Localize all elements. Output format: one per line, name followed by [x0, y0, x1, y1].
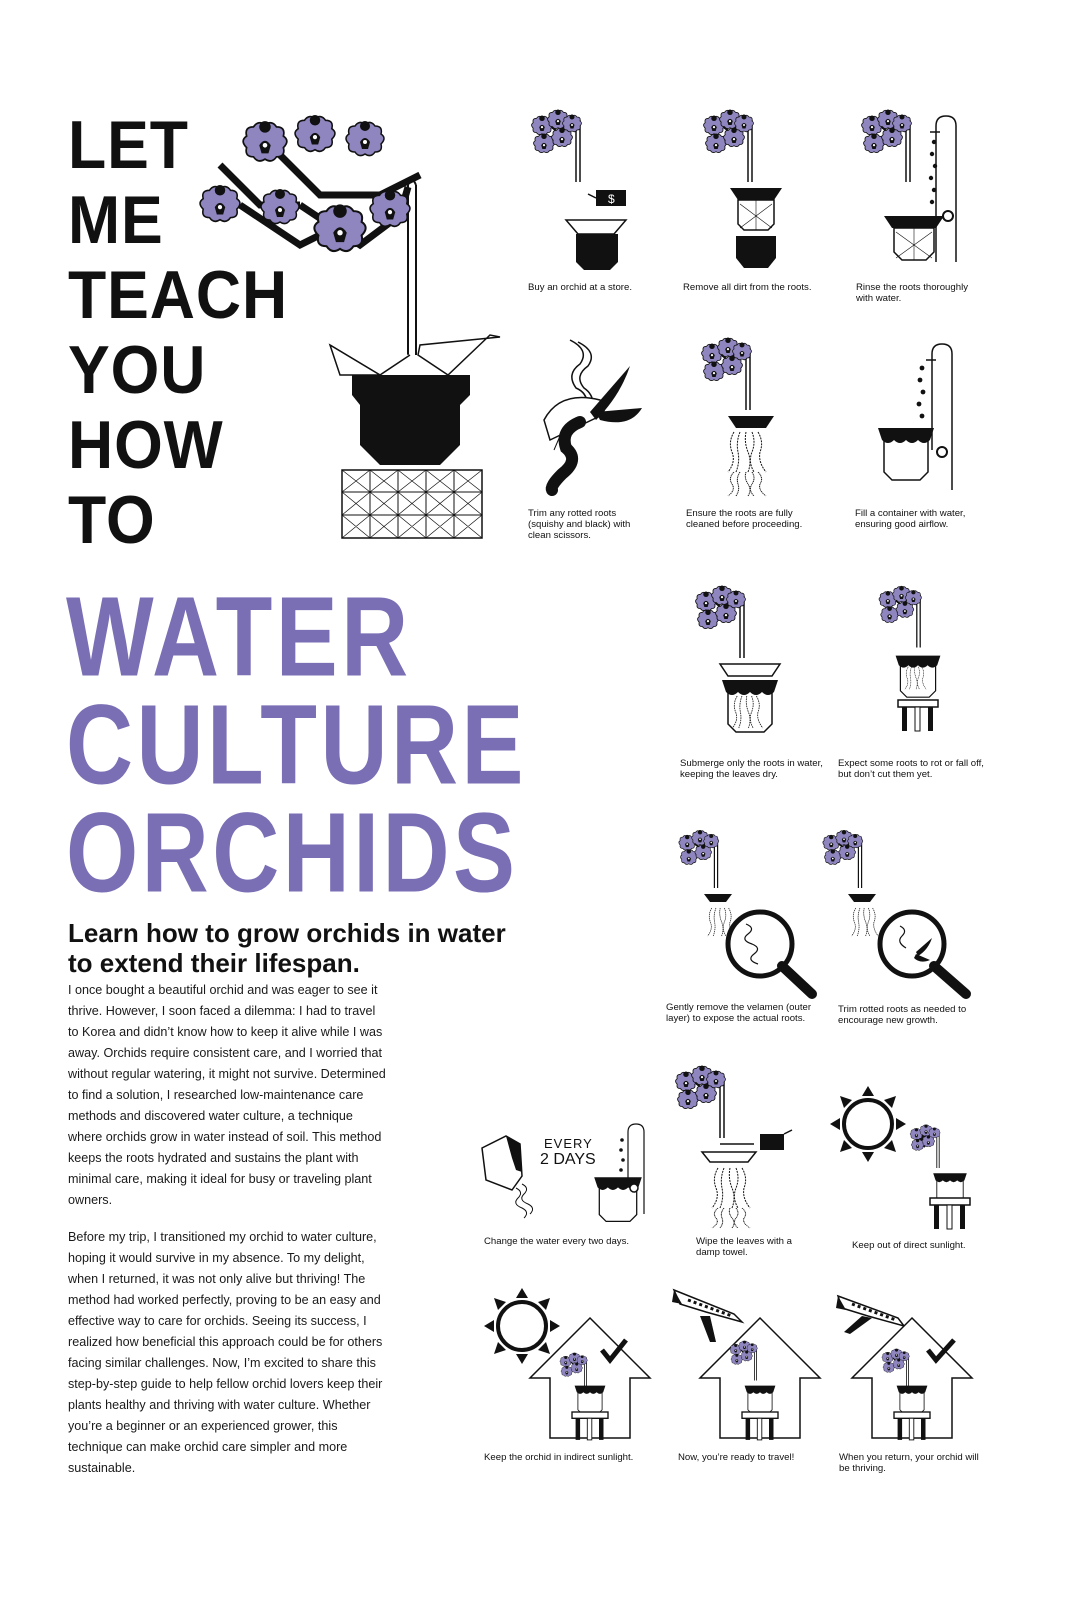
step-15-caption: Now, you’re ready to travel! — [678, 1452, 795, 1463]
title-line: WATER — [66, 572, 412, 700]
step-3-caption: Rinse the roots thoroughly with water. — [856, 282, 968, 304]
step-1-illustration — [528, 112, 648, 272]
step-9-illustration — [676, 832, 826, 997]
step-6-caption: Fill a container with water, ensuring good airflow. — [855, 508, 966, 530]
step-3-illustration — [858, 112, 968, 272]
step-11-illustration — [476, 1118, 651, 1228]
step-9-caption: Gently remove the velamen (outer layer) to expose the actual roots. — [666, 1002, 812, 1024]
main-title — [66, 572, 626, 916]
headline-line: ME — [68, 182, 164, 258]
headline-line: YOU — [68, 332, 207, 408]
step-10-caption: Trim rotted roots as needed to encourage new growth. — [838, 1004, 967, 1026]
step-2-illustration — [700, 112, 800, 272]
every-label: EVERY — [544, 1136, 593, 1151]
step-1-caption: Buy an orchid at a store. — [528, 282, 632, 293]
step-12-caption: Wipe the leaves with a damp towel. — [696, 1236, 792, 1258]
step-11-caption: Change the water every two days. — [484, 1236, 630, 1247]
step-2-caption: Remove all dirt from the roots. — [683, 282, 812, 293]
step-4-caption: Trim any rotted roots (squishy and black) with clean scissors. — [528, 508, 631, 541]
price-tag-symbol: $ — [608, 192, 615, 206]
step-8-illustration — [868, 588, 968, 748]
step-14-caption: Keep the orchid in indirect sunlight. — [484, 1452, 634, 1463]
step-16-caption: When you return, your orchid will be thriving. — [839, 1452, 979, 1474]
step-6-illustration — [870, 340, 980, 500]
step-7-illustration — [692, 588, 802, 748]
intro-paragraph-1: I once bought a beautiful orchid and was eager to see it thrive. However, I soon faced a dilemma: I had to travel to Korea and didn’t know how to keep it alive while I was away. Orchids require consistent care, and I worried that without regular watering, it might not survive. Determined to find a solution, I researched low-maintenance care methods and discovered water culture, a technique where orchids grow in water instead of soil. This method keeps the roots hydrated and sustains the plant with minimal care, making it ideal for busy or traveling plant owners. — [68, 983, 386, 1207]
step-13-caption: Keep out of direct sunlight. — [852, 1240, 966, 1251]
step-13-illustration — [828, 1086, 978, 1231]
hero-orchid-illustration — [180, 105, 510, 545]
step-4-illustration — [530, 340, 650, 500]
headline-line: HOW — [68, 407, 224, 483]
step-5-illustration — [698, 340, 808, 500]
title-line: CULTURE — [66, 680, 527, 808]
two-days-label: 2 DAYS — [540, 1151, 596, 1168]
title-line: ORCHIDS — [66, 788, 519, 916]
headline-line: LET — [68, 107, 189, 183]
subtitle: Learn how to grow orchids in water to extend their lifespan. — [68, 918, 506, 978]
step-10-illustration — [820, 832, 980, 997]
step-14-illustration — [484, 1288, 654, 1448]
step-16-illustration — [832, 1286, 982, 1446]
step-15-illustration — [670, 1286, 830, 1446]
headline-line: TO — [68, 482, 156, 558]
step-12-illustration — [672, 1068, 802, 1228]
step-7-caption: Submerge only the roots in water, keeping the leaves dry. — [680, 758, 823, 780]
headline-line: TEACH — [68, 257, 289, 333]
intro-paragraph-2: Before my trip, I transitioned my orchid to water culture, hoping it would survive in my absence. To my delight, when I returned, it was not only alive but thriving! The method had worked perfectly, proving to be an easy and effective way to care for orchids. Seeing its success, I realized how beneficial this approach could be for others facing similar challenges. Now, I’m excited to share this step-by-step guide to help fellow orchid lovers keep their plants healthy and thriving with water culture. Whether you’re a beginner or an experienced grower, this technique can make orchid care simpler and more sustainable. — [68, 1230, 383, 1475]
step-8-caption: Expect some roots to rot or fall off, but don’t cut them yet. — [838, 758, 984, 780]
step-5-caption: Ensure the roots are fully cleaned before proceeding. — [686, 508, 803, 530]
